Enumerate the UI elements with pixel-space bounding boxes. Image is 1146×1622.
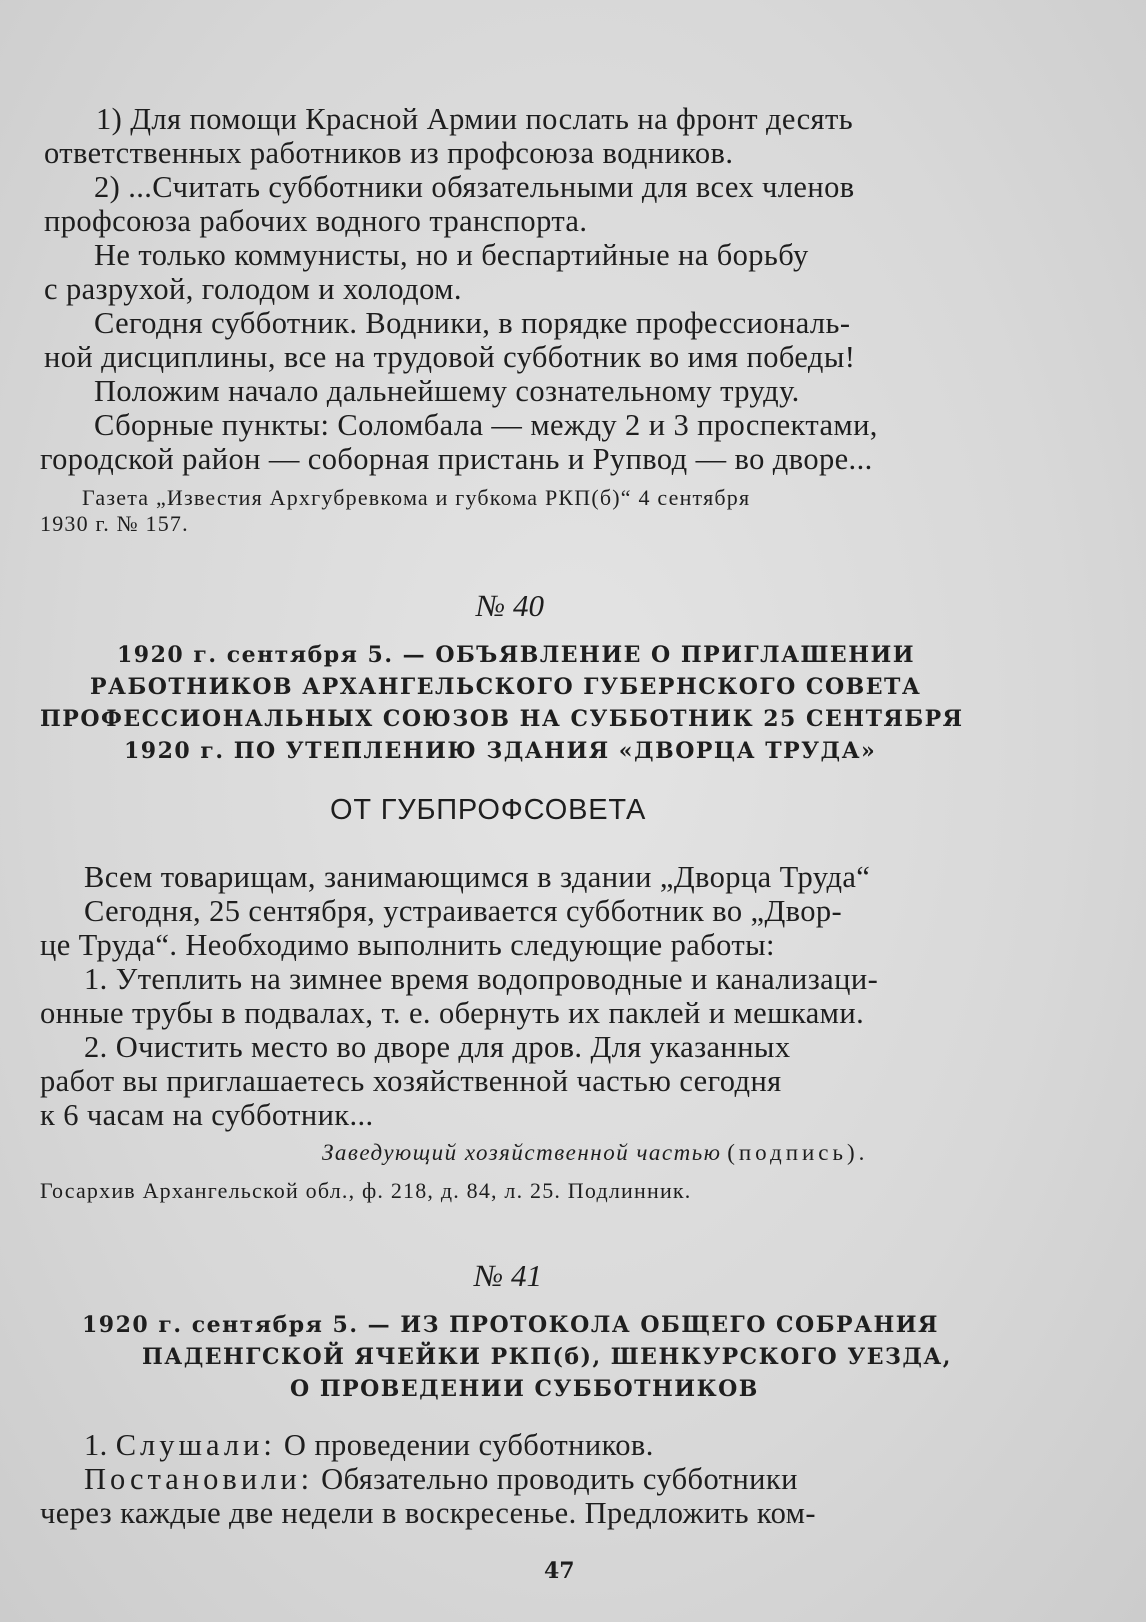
- heard-text: О проведении субботников.: [283, 1428, 654, 1462]
- body-line: 1. Утеплить на зимнее время водопроводные и канализаци-: [84, 962, 879, 996]
- signature-line: [322, 1140, 868, 1166]
- body-line: городской район — соборная пристань и Рупвод — во дворе...: [40, 442, 873, 476]
- item-number: 1.: [84, 1428, 108, 1462]
- body-line: Сегодня, 25 сентября, устраивается субботник во „Двор-: [84, 894, 843, 928]
- document-heading: 1920 г. сентября 5. — ОБЪЯВЛЕНИЕ О ПРИГЛАШЕНИИ: [117, 642, 916, 668]
- document-number: № 41: [474, 1258, 542, 1293]
- source-citation: Газета „Известия Архгубревкома и губкома РКП(б)“ 4 сентября: [82, 485, 751, 510]
- document-heading: 1920 г. ПО УТЕПЛЕНИЮ ЗДАНИЯ «ДВОРЦА ТРУДА»: [124, 738, 877, 764]
- body-line: работ вы приглашаетесь хозяйственной частью сегодня: [40, 1064, 782, 1098]
- body-line: 2) ...Считать субботники обязательными для всех членов: [94, 170, 855, 204]
- document-number: № 40: [476, 588, 544, 623]
- body-line: 1) Для помощи Красной Армии послать на фронт десять: [96, 102, 854, 136]
- body-line: це Труда“. Необходимо выполнить следующие работы:: [40, 928, 775, 962]
- heard-label: Слушали:: [115, 1428, 276, 1462]
- page-number: 47: [544, 1558, 575, 1584]
- document-heading: О ПРОВЕДЕНИИ СУББОТНИКОВ: [290, 1376, 759, 1402]
- body-line: Сборные пункты: Соломбала — между 2 и 3 проспектами,: [94, 408, 878, 442]
- body-line: профсоюза рабочих водного транспорта.: [44, 204, 588, 238]
- body-line: Положим начало дальнейшему сознательному труду.: [94, 374, 800, 408]
- resolved-label: Постановили:: [84, 1462, 314, 1496]
- body-line: к 6 часам на субботник...: [40, 1098, 374, 1132]
- document-subheading: ОТ ГУБПРОФСОВЕТА: [330, 794, 647, 826]
- resolved-text: Обязательно проводить субботники: [321, 1462, 798, 1496]
- body-line: Всем товарищам, занимающимся в здании „Дворца Труда“: [84, 860, 871, 894]
- body-line: онные трубы в подвалах, т. е. обернуть их паклей и мешками.: [40, 996, 865, 1030]
- source-citation: 1930 г. № 157.: [40, 511, 189, 536]
- document-heading: РАБОТНИКОВ АРХАНГЕЛЬСКОГО ГУБЕРНСКОГО СОВЕТА: [90, 674, 922, 700]
- protocol-item: [84, 1428, 654, 1463]
- body-line: 2. Очистить место во дворе для дров. Для указанных: [84, 1030, 791, 1064]
- document-heading: ПАДЕНГСКОЙ ЯЧЕЙКИ РКП(б), ШЕНКУРСКОГО УЕЗДА,: [142, 1344, 952, 1370]
- body-line: через каждые две недели в воскресенье. Предложить ком-: [40, 1496, 816, 1530]
- signature-role: Заведующий хозяйственной частью: [322, 1140, 722, 1165]
- body-line: ной дисциплины, все на трудовой субботник во имя победы!: [44, 340, 856, 374]
- body-line: Сегодня субботник. Водники, в порядке профессиональ-: [94, 306, 851, 340]
- body-line: Не только коммунисты, но и беспартийные на борьбу: [94, 238, 809, 272]
- document-heading: 1920 г. сентября 5. — ИЗ ПРОТОКОЛА ОБЩЕГО СОБРАНИЯ: [82, 1312, 939, 1338]
- document-heading: ПРОФЕССИОНАЛЬНЫХ СОЮЗОВ НА СУББОТНИК 25 СЕНТЯБРЯ: [40, 706, 964, 732]
- body-line: ответственных работников из профсоюза водников.: [44, 136, 734, 170]
- source-citation: Госархив Архангельской обл., ф. 218, д. 84, л. 25. Подлинник.: [40, 1178, 692, 1203]
- body-line: с разрухой, голодом и холодом.: [44, 272, 462, 306]
- signature-note: (подпись).: [727, 1140, 869, 1165]
- protocol-resolution: [84, 1462, 798, 1497]
